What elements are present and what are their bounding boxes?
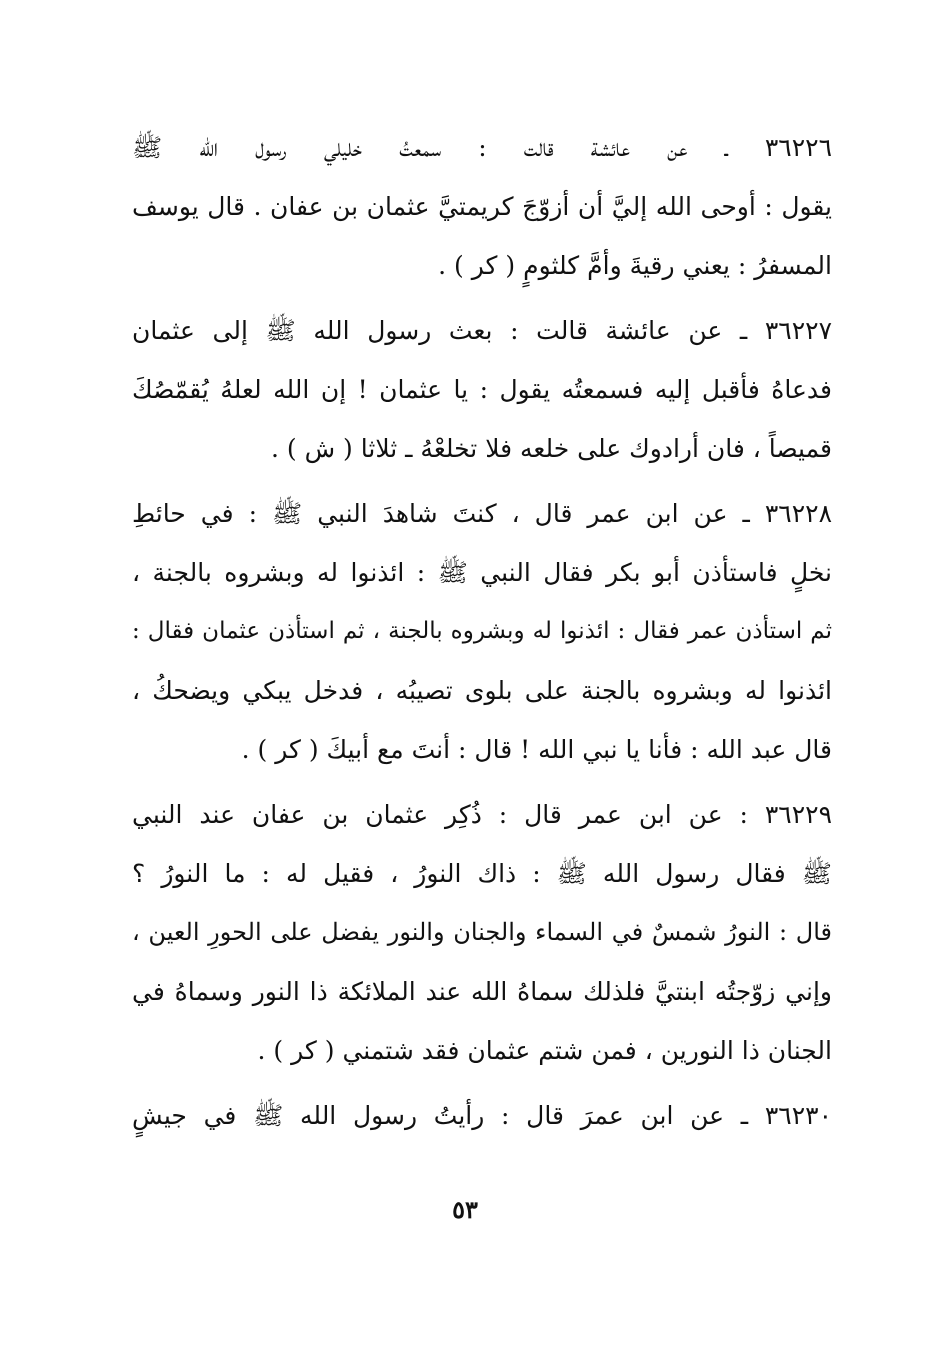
hadith-36228-line-3: ثم استأذن عمر فقال : ائذنوا له وبشروه بالجنة ، ثم استأذن عثمان فقال : [132, 618, 832, 644]
page-number: ٥٣ [452, 1195, 478, 1224]
hadith-36228-line-5: قال عبد الله : فأنا يا نبي الله ! قال : أنتَ مع أبيكَ ( كر ) . [241, 735, 832, 764]
hadith-36228-line-1: ٣٦٢٢٨ ـ عن ابن عمر قال ، كنتَ شاهدَ النبي ﷺ : في حائطِ [132, 499, 832, 528]
hadith-36229-line-3: قال : النورُ شمسٌ في السماء والجنان والنور يفضل على الحورِ العين ، [132, 918, 832, 946]
hadith-36227-line-2: فدعاهُ فأقبل إليه فسمعتُه يقول : يا عثمان ! إن الله لعلهُ يُقمّصُكَ [132, 375, 832, 404]
hadith-36229-line-1: ٣٦٢٢٩ : عن ابن عمر قال : ذُكِر عثمان بن عفان عند النبي [132, 800, 832, 829]
hadith-36229-line-4: وإني زوّجتُه ابنتيَّ فلذلك سماهُ الله عند الملائكة ذا النور وسماهُ في [132, 977, 832, 1006]
hadith-36230-line-1: ٣٦٢٣٠ ـ عن ابن عمرَ قال : رأيتُ رسول الله ﷺ في جيشٍ [132, 1101, 832, 1130]
hadith-36229-line-2: ﷺ فقال رسول الله ﷺ : ذاك النورُ ، فقيل له : ما النورُ ؟ [132, 859, 832, 888]
hadith-36229-line-5: الجنان ذا النورين ، فمن شتم عثمان فقد شتمني ( كر ) . [257, 1036, 832, 1065]
hadith-36226-line-2: يقول : أوحى الله إليَّ أن أزوّجَ كريمتيَّ عثمان بن عفان . قال يوسف [132, 192, 832, 221]
body-text [132, 118, 832, 1145]
hadith-36228-line-2: نخلٍ فاستأذن أبو بكر فقال النبي ﷺ : ائذنوا له وبشروه بالجنة ، [132, 558, 832, 587]
hadith-36226-line-1: ٣٦٢٢٦ ـ عن عائشة قالت : سمعتُ خليلي رسول الله ﷺ [132, 133, 832, 162]
hadith-36226-line-3: المسفرُ : يعني رقيةَ وأمَّ كلثومٍ ( كر ) . [438, 251, 832, 280]
hadith-36227-line-1: ٣٦٢٢٧ ـ عن عائشة قالت : بعث رسول الله ﷺ إلى عثمان [132, 316, 832, 345]
hadith-36228-line-4: ائذنوا له وبشروه بالجنة على بلوى تصيبُه ، فدخل يبكي ويضحكُ ، [132, 676, 832, 705]
hadith-36227-line-3: قميصاً ، فان أرادوك على خلعه فلا تخلعْهُ ـ ثلاثا ( ش ) . [271, 434, 832, 463]
